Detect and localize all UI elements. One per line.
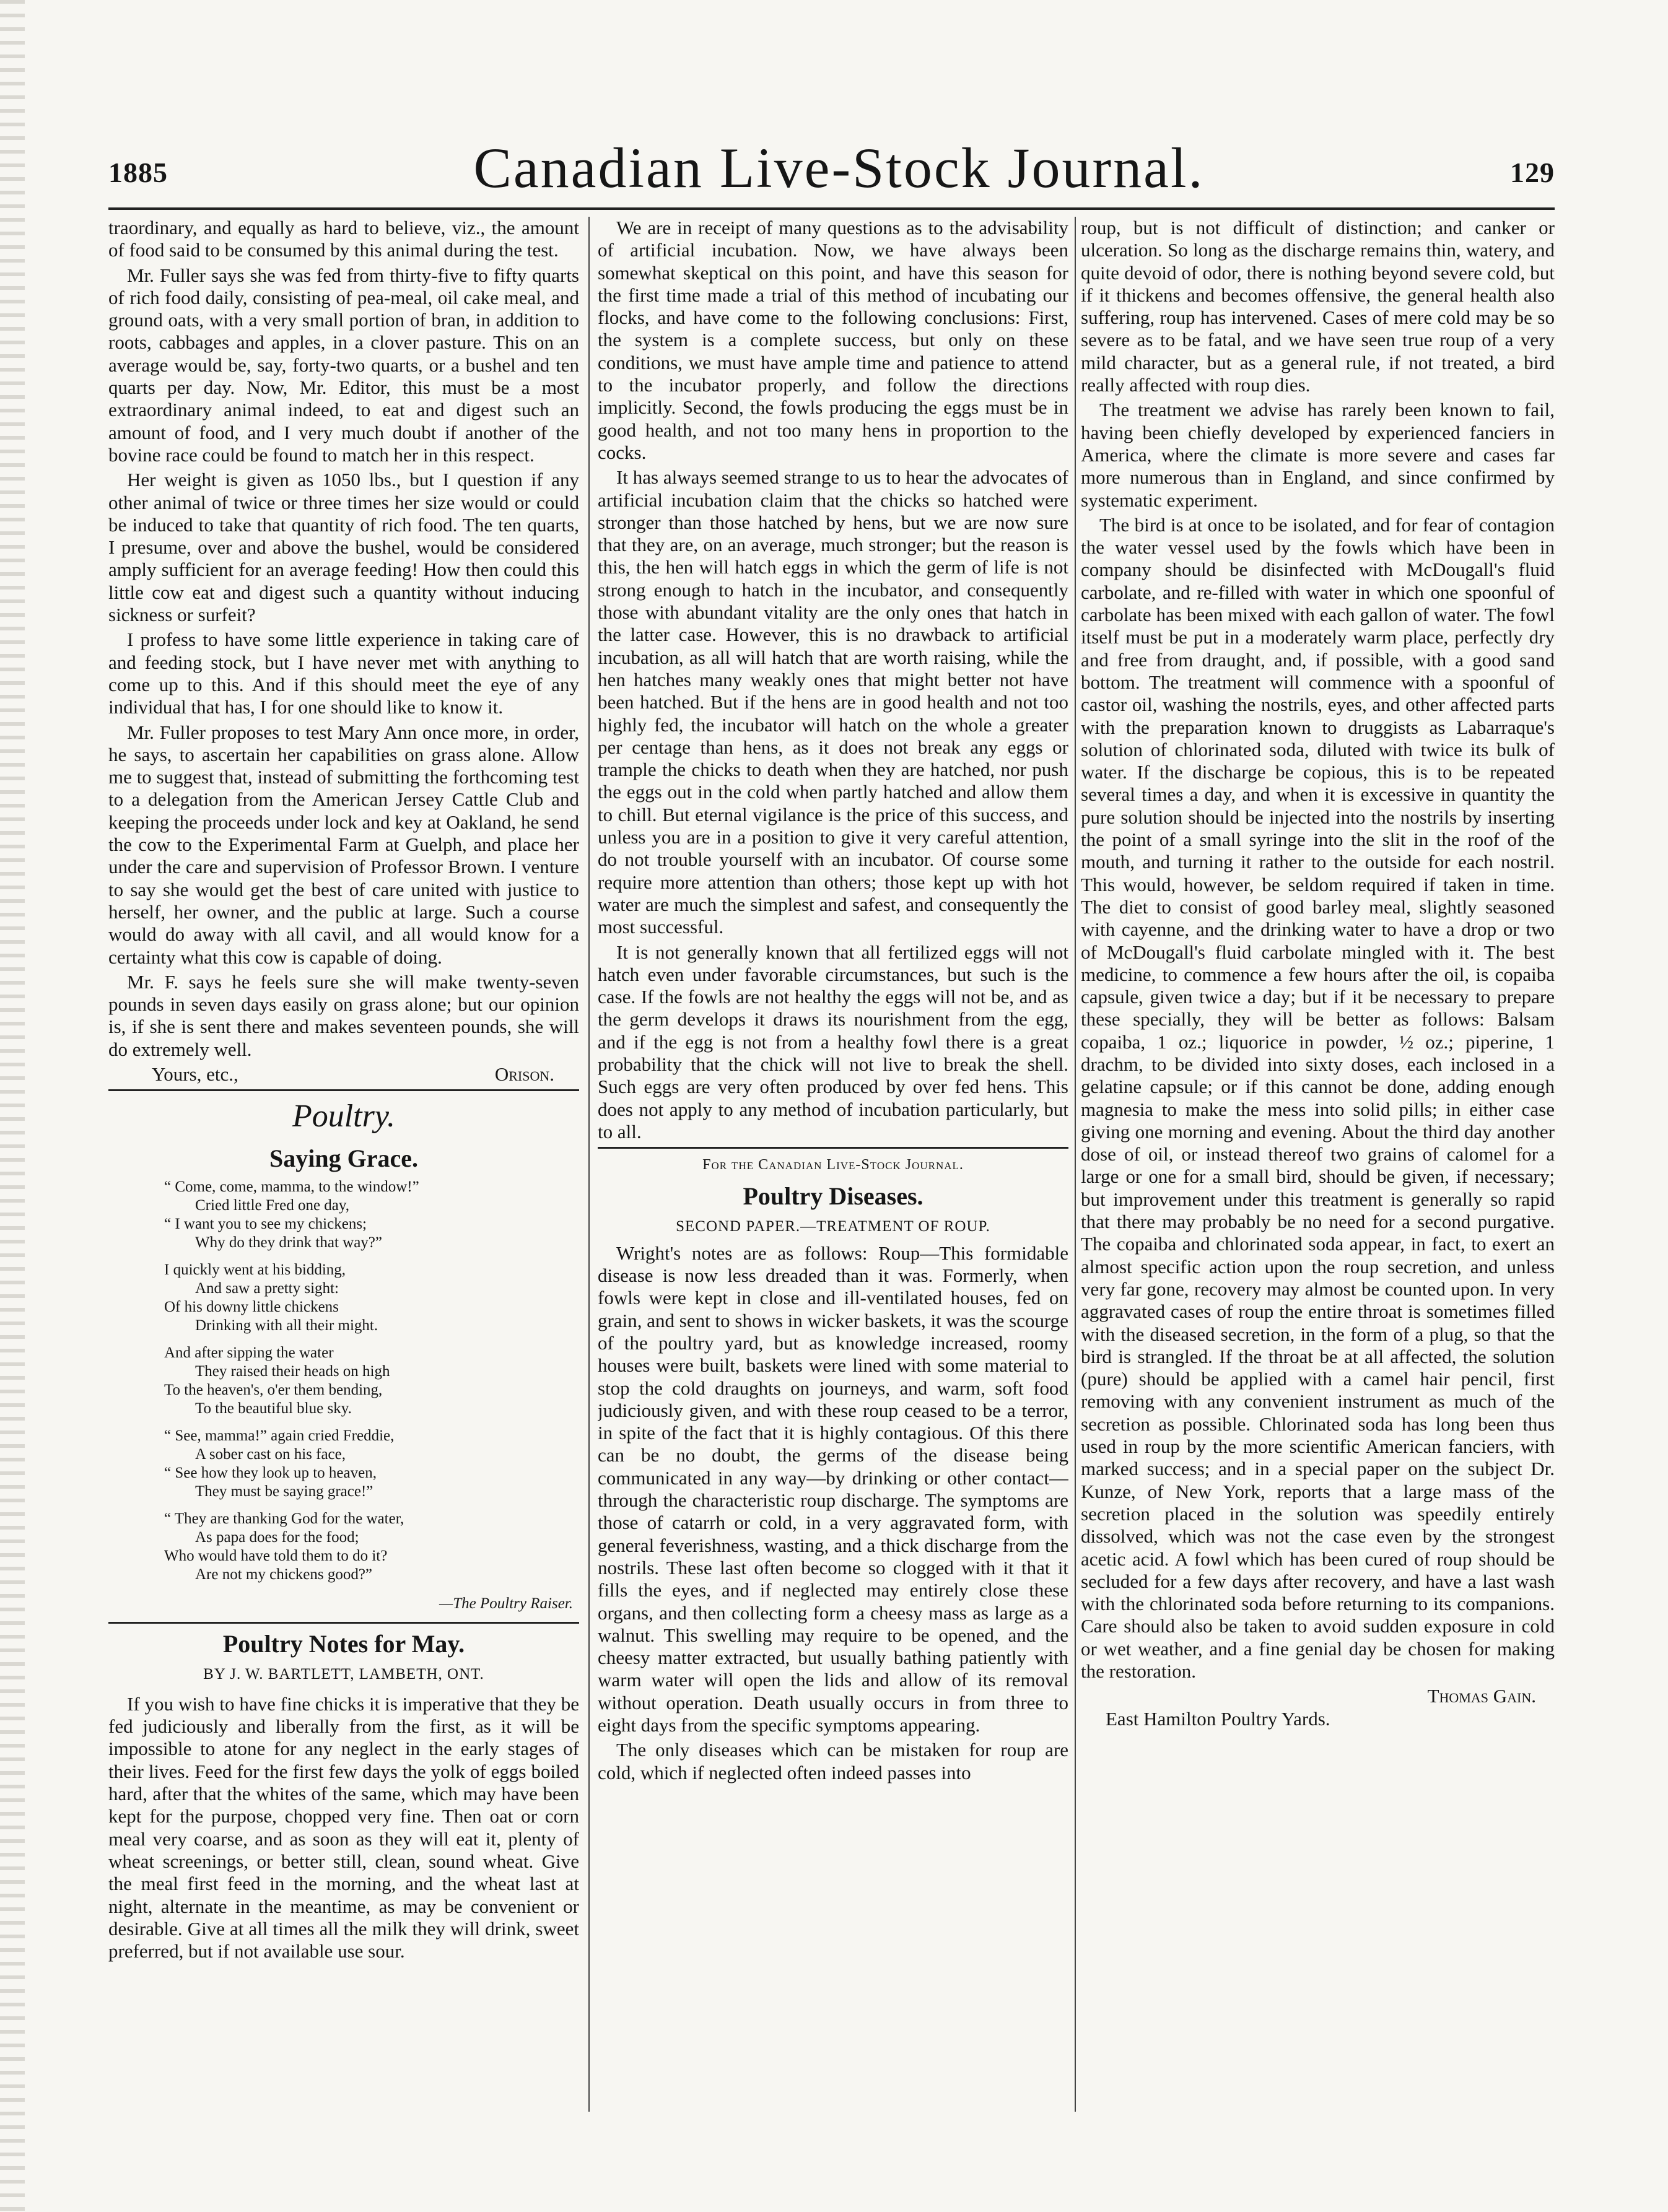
paragraph: If you wish to have fine chicks it is imperative that they be fed judiciously and liberally from the first, as it will be impossible to atone for any neglect in the early stages of their lives. Feed for the first few days the yolk of eggs boiled hard, after that the whites of the same, which may have been kept for the purpose, chopped very fine. Then oat or corn meal very coarse, and as soon as they will eat it, plenty of wheat screenings, or better still, clean, sound wheat. Give the meal first feed in the morning, and the wheat last at night, alternate in the meantime, as may be convenient or desirable. Give at all times all the milk they will drink, sweet preferred, but if not available use sour.	[108, 1692, 579, 1962]
poem-stanza	[164, 1427, 579, 1501]
signoff-text: Yours, etc.,	[152, 1063, 238, 1085]
column-3	[1081, 217, 1555, 2112]
section-heading-poultry: Poultry.	[292, 1099, 396, 1134]
paragraph: The treatment we advise has rarely been known to fail, having been chiefly developed by experienced fanciers in America, where the climate is more severe and cases far more numerous than in England, and since confirmed by systematic experiment.	[1081, 399, 1555, 511]
article-title: Poultry Diseases.	[743, 1182, 924, 1211]
paragraph: We are in receipt of many questions as to the advisability of artificial incubation. Now, we have always been somewhat skeptical on this point, and have this season for the first time made a trial of this method of incubating our flocks, and have come to the following conclusions: First, the system is a complete success, but only on these conditions, we must have ample time and patience to attend to the incubator properly, and follow the directions implicitly. Second, the fowls producing the eggs must be in good health, and not too many hens in proportion to the cocks.	[598, 217, 1068, 463]
issue-year: 1885	[108, 157, 168, 188]
page-number: 129	[1510, 157, 1555, 188]
journal-title: Canadian Live-Stock Journal.	[473, 136, 1205, 199]
poem-line: “ Come, come, mamma, to the window!”	[164, 1178, 419, 1196]
paragraph: Mr. Fuller proposes to test Mary Ann once more, in order, he says, to ascertain her capabilities on grass alone. Allow me to suggest that, instead of submitting the forthcoming test to a delegation from the American Jersey Cattle Club and keeping the proceeds under lock and key at Oakland, he send the cow to the Experimental Farm at Guelph, and place her under the care and supervision of Professor Brown. I venture to say she would get the best of care united with justice to herself, her owner, and the public at large. Such a course would do away with all cavil, and all would know for a certainty what this cow is capable of doing.	[108, 721, 579, 968]
scan-edge-mark	[0, 0, 25, 2212]
masthead-rule	[108, 207, 1555, 210]
masthead	[108, 121, 1555, 201]
poem-line: To the beautiful blue sky.	[195, 1400, 352, 1417]
poem-stanza	[164, 1261, 579, 1335]
poem-stanza	[164, 1510, 579, 1584]
signature-place: East Hamilton Poultry Yards.	[1106, 1707, 1330, 1730]
poem-line: Why do they drink that way?”	[195, 1234, 382, 1252]
paragraph: Mr. Fuller says she was fed from thirty-five to fifty quarts of rich food daily, consisting of pea-meal, oil cake meal, and ground oats, with a very small portion of bran, in addition to roots, cabbages and apples, in a clover pasture. This on an average would be, say, forty-two quarts, or a bushel and ten quarts per day. Now, Mr. Editor, this must be a most extraordinary animal indeed, to eat and digest such an amount of food, and I very much doubt if another of the bovine race could be found to match her in this respect.	[108, 264, 579, 466]
article-title: Poultry Notes for May.	[222, 1629, 465, 1658]
letter-signature: Orison.	[494, 1063, 554, 1085]
poem-line: Who would have told them to do it?	[164, 1548, 388, 1565]
poem-line: They must be saying grace!”	[195, 1483, 373, 1500]
paragraph: Wright's notes are as follows: Roup—This formidable disease is now less dreaded than it was. Formerly, when fowls were kept in close and ill-ventilated houses, fed on grain, and sent to shows in wicker baskets, it was the scourge of the poultry yard, but as knowledge increased, roomy houses were built, baskets were lined with some material to stop the cold draughts on journeys, and warm, soft food judiciously given, and with these roup ceased to be a terror, in spite of the fact that it is highly contagious. Of this there can be no doubt, the germs of the disease being communicated in any way—by drinking or other contact—through the characteristic roup discharge. The symptoms are those of catarrh or cold, in a very aggravated form, with general feverishness, wasting, and a thick discharge from the nostrils. These last often become so clogged with it that it fills the eyes, and if neglected may entirely close these organs, and then collecting form a cheesy mass as large as a walnut. This swelling may require to be opened, and the cheesy matter extracted, but usually bathing patiently with warm water will open the lids and allow of its removal without operation. Death usually occurs in from three to eight days from the specific symptoms appearing.	[598, 1242, 1068, 1736]
poem-line: I quickly went at his bidding,	[164, 1261, 346, 1279]
paragraph: traordinary, and equally as hard to believe, viz., the amount of food said to be consumed by this animal during the test.	[108, 217, 579, 261]
paragraph: It has always seemed strange to us to hear the advocates of artificial incubation claim that the chicks so hatched were stronger than those hatched by hens, but we are now sure that they are, on an average, much stronger; but the reason is this, the hen will hatch eggs in which the germ of life is not strong enough to hatch in the incubator, and consequently those with abundant vitality are the only ones that hatch in the latter case. However, this is no drawback to artificial incubation, as all will hatch that are worth raising, while the hen hatches many weakly ones that might better not have been hatched. But if the hens are in good health and not too highly fed, the incubator will hatch on the whole a greater per centage than hens, as it does not break any eggs or trample the chicks to death when they are hatched, nor push the eggs out in the cold when partly hatched and allow them to chill. But eternal vigilance is the price of this success, and unless you are in a position to give it very careful attention, do not trouble yourself with an incubator. Of course some require more attention than others; those kept up with hot water are much the simplest and safest, and consequently the most successful.	[598, 466, 1068, 938]
paragraph: The only diseases which can be mistaken for roup are cold, which if neglected often indeed passes into	[598, 1739, 1068, 1783]
poem-line: As papa does for the food;	[195, 1529, 359, 1546]
poem-stanza	[164, 1344, 579, 1418]
poem	[164, 1178, 579, 1584]
column-divider	[1075, 217, 1076, 2112]
poem-line: And after sipping the water	[164, 1344, 334, 1362]
article-kicker: For the Canadian Live-Stock Journal.	[702, 1157, 964, 1173]
paragraph: Her weight is given as 1050 lbs., but I question if any other animal of twice or three times her size would or could be induced to take that quantity of rich food. The ten quarts, I presume, over and above the bushel, would be considered amply sufficient for an average feeding! How then could this little cow eat and digest such a quantity without inducing sickness or surfeit?	[108, 469, 579, 626]
paragraph: roup, but is not difficult of distinction; and canker or ulceration. So long as the discharge remains thin, watery, and quite devoid of odor, there is nothing beyond severe cold, but if it thickens and becomes offensive, the general health also suffering, roup has intervened. Cases of mere cold may be so severe as to be fatal, and we have seen true roup of a very mild character, but as a general rule, if not treated, a bird really affected with roup dies.	[1081, 217, 1555, 396]
poem-line: “ I want you to see my chickens;	[164, 1216, 367, 1233]
paragraph: Mr. F. says he feels sure she will make twenty-seven pounds in seven days easily on grass alone; but our opinion is, if she is sent there and makes seventeen pounds, she will do extremely well.	[108, 970, 579, 1060]
poem-title: Saying Grace.	[269, 1144, 418, 1173]
poem-stanza	[164, 1178, 579, 1252]
poem-line: Cried little Fred one day,	[195, 1197, 350, 1214]
paragraph: I profess to have some little experience in taking care of and feeding stock, but I have never met with anything to come up to this. And if this should meet the eye of any individual that has, I for one should like to know it.	[108, 629, 579, 718]
paragraph: The bird is at once to be isolated, and for fear of contagion the water vessel used by the fowls which have been in company should be disinfected with McDougall's fluid carbolate, and re-filled with water in which one spoonful of carbolate has been mixed with each gallon of water. The fowl itself must be put in a moderately warm place, perfectly dry and free from draught, and, if possible, with a good sand bottom. The treatment will commence with a spoonful of castor oil, washing the nostrils, eyes, and other affected parts with the preparation known to druggists as Labarraque's solution of chlorinated soda, diluted with twice its bulk of water. If the discharge be copious, this is to be repeated several times a day, and when it is excessive in quantity the pure solution should be injected into the nostrils by inserting the point of a small syringe into the slit in the roof of the mouth, and turning it rather to the outside for each nostril. This would, however, be seldom required if taken in time. The diet to consist of good barley meal, slightly seasoned with cayenne, and the drinking water to have a drop or two of McDougall's fluid carbolate mingled with it. The best medicine, to commence a few hours after the oil, is copaiba capsule, given twice a day; but if it be necessary to prepare these specially, they will be better as follows: Balsam copaiba, 1 oz.; liquorice in powder, ½ oz.; piperine, 1 drachm, to be divided into sixty doses, each inclosed in a gelatine capsule; or if this cannot be done, adding enough magnesia to make the mess into solid pills; in either case giving one morning and evening. About the third day another dose of oil, or instead thereof two grains of calomel for a large or one for a small bird, should be given, if necessary; but improvement under this treatment is generally so rapid that there may probably be no need for a second purgative. The copaiba and chlorinated soda appear, in fact, to exert an almost specific action upon the roup secretion, and unless very far gone, recovery may almost be counted upon. In very aggravated cases of roup the entire throat is sometimes filled with the diseased secretion, in the form of a plug, so that the bird is strangled. If the throat be at all affected, the solution (pure) should be applied with a camel hair pencil, first removing with any convenient instrument as much of the secretion as possible. Chlorinated soda has long been thus used in roup by the more scientific American fanciers, with marked success; and in a special paper on the subject Dr. Kunze, of New York, reports that a large mass of the secretion placed in the solution was speedily entirely dissolved, which was not the case even by the strongest acetic acid. A fowl which has been cured of roup should be secluded for a few days after recovery, and have a last wash with the chlorinated soda before returning to its companions. Care should also be taken to avoid sudden exposure in cold or wet weather, and a fine genial day be chosen for making the restoration.	[1081, 513, 1555, 1682]
poem-line: “ They are thanking God for the water,	[164, 1510, 404, 1528]
poem-line: “ See, mamma!” again cried Freddie,	[164, 1427, 395, 1445]
column-divider	[588, 217, 590, 2112]
article-signature: Thomas Gain.	[1427, 1685, 1536, 1707]
column-2	[598, 217, 1068, 2112]
poem-line: To the heaven's, o'er them bending,	[164, 1382, 383, 1399]
poem-line: They raised their heads on high	[195, 1363, 390, 1380]
article-byline: BY J. W. BARTLETT, LAMBETH, ONT.	[203, 1665, 484, 1683]
poem-attribution: —The Poultry Raiser.	[439, 1595, 573, 1613]
section-rule	[108, 1089, 579, 1091]
poem-line: Of his downy little chickens	[164, 1299, 339, 1316]
article-rule	[108, 1622, 579, 1624]
article-rule	[598, 1147, 1068, 1149]
paragraph: It is not generally known that all fertilized eggs will not hatch even under favorable circumstances, but such is the case. If the fowls are not healthy the eggs will not be, and as the germ develops it draws its nourishment from the egg, and if the egg is not from a healthy fowl there is a great probability that the chick will not live to break the shell. Such eggs are very often produced by over fed hens. This does not apply to any method of incubation particularly, but to all.	[598, 941, 1068, 1143]
column-1	[108, 217, 579, 2112]
poem-line: “ See how they look up to heaven,	[164, 1465, 377, 1482]
poem-line: Are not my chickens good?”	[195, 1566, 373, 1583]
article-subtitle: SECOND PAPER.—TREATMENT OF ROUP.	[676, 1218, 990, 1235]
letter-signoff	[108, 1063, 579, 1086]
poem-line: And saw a pretty sight:	[195, 1280, 339, 1297]
poem-line: A sober cast on his face,	[195, 1446, 346, 1463]
poem-line: Drinking with all their might.	[195, 1317, 378, 1335]
